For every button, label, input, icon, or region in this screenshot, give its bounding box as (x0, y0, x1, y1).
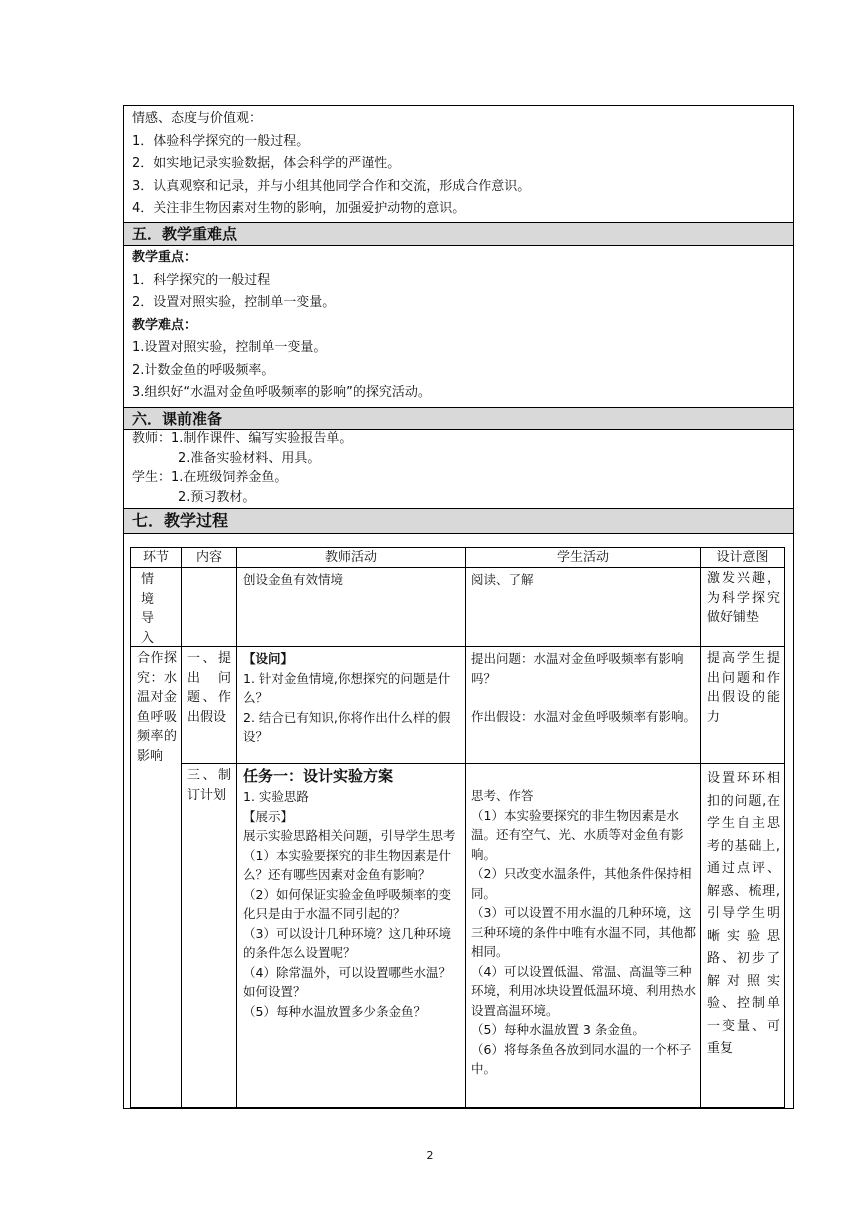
teacher-question-line: 1. 针对金鱼情境,你想探究的问题是什么？ (243, 670, 451, 705)
values-item: 2．如实地记录实验数据，体会科学的严谨性。 (132, 156, 401, 171)
student-plan-line: （5）每种水温放置 3 条金鱼。 (471, 1022, 645, 1037)
intent-intro: 激发兴趣，为科学探究做好铺垫 (707, 571, 780, 625)
teaching-process-table (130, 547, 785, 1108)
content-plan: 三、制订计划 (187, 768, 231, 803)
student-plan-line: （4）可以设置低温、常温、高温等三种环境，利用冰块设置低温环境、利用热水设置高温环境。 (471, 963, 697, 1018)
teacher-question-line: 2. 结合已有知识,你将作出什么样的假设？ (243, 709, 451, 744)
student-activity-question (471, 649, 696, 727)
preparation-section (124, 429, 793, 507)
header-student-activity: 学生活动 (556, 550, 609, 565)
teacher-activity-intro: 创设金鱼有效情境 (243, 572, 344, 587)
student-question-line: 提出问题：水温对金鱼呼吸频率有影响吗？ (471, 651, 684, 686)
task-one-title: 任务一：设计实验方案 (243, 767, 394, 785)
student-plan-line: （3）可以设置不用水温的几种环境，这三种环境的条件中唯有水温不同，其他都相同。 (471, 905, 697, 959)
student-plan-line: （1）本实验要探究的非生物因素是水温。还有空气、光、水质等对金鱼有影响。 (471, 807, 684, 862)
difficult-point-item: 2.计数金鱼的呼吸频率。 (132, 362, 275, 378)
teacher-activity-question (243, 649, 463, 747)
difficult-points-label: 教学难点： (132, 317, 198, 333)
student-hypothesis-line: 作出假设：水温对金鱼呼吸频率有影响。 (471, 709, 697, 724)
student-activity-intro: 阅读、了解 (471, 572, 534, 587)
teacher-plan-line: （4）除常温外，可以设置哪些水温？如何设置？ (243, 964, 451, 999)
key-points-label: 教学重点： (132, 250, 198, 265)
difficult-point-item: 3.组织好“水温对金鱼呼吸频率的影响”的探究活动。 (132, 385, 431, 400)
key-point-item: 2．设置对照实验，控制单一变量。 (132, 295, 336, 310)
student-plan-line: （2）只改变水温条件，其他条件保持相同。 (471, 866, 692, 901)
student-prep-line: 2.预习教材。 (178, 489, 256, 505)
values-item: 3．认真观察和记录，并与小组其他同学合作和交流，形成合作意识。 (132, 178, 531, 194)
teacher-plan-line: （2）如何保证实验金鱼呼吸频率的变化只是由于水温不同引起的？ (243, 886, 451, 921)
intent-plan: 设置环环相扣的问题,在学生自主思考的基础上,通过点评、解惑、梳理,引导学生明晰实验思路、初步了解对照实验、控制单一变量、可重复 (707, 771, 780, 1056)
section6-heading: 六．课前准备 (124, 408, 793, 430)
teacher-plan-line: （1）本实验要探究的非生物因素是什么？还有哪些因素对金鱼有影响？ (243, 847, 451, 882)
section7-heading: 七．教学过程 (124, 509, 793, 533)
values-item: 1．体验科学探究的一般过程。 (132, 133, 310, 149)
header-stage: 环节 (142, 550, 169, 565)
values-section (124, 108, 793, 221)
section5-heading: 五．教学重难点 (124, 223, 793, 245)
header-teacher-activity: 教师活动 (324, 550, 377, 565)
teacher-activity-plan (243, 766, 463, 1021)
teacher-plan-line: （5）每种水温放置多少条金鱼？ (243, 1003, 426, 1019)
teacher-prep-line: 2.准备实验材料、用具。 (178, 450, 321, 466)
content-question-hypothesis: 一、提出问题、作出假设 (187, 651, 231, 725)
teacher-plan-line: 【展示】 (243, 808, 294, 824)
page-number: 2 (426, 1149, 434, 1162)
student-activity-plan (471, 786, 696, 1079)
teacher-plan-line: （3）可以设计几种环境？这几种环境的条件怎么设置呢？ (243, 925, 451, 960)
lesson-plan-table (123, 105, 794, 1109)
values-item: 4．关注非生物因素对生物的影响，加强爱护动物的意识。 (132, 201, 466, 216)
question-tag: 【设问】 (243, 651, 294, 666)
difficult-point-item: 1.设置对照实验，控制单一变量。 (132, 340, 327, 355)
key-difficult-points (124, 247, 793, 405)
teacher-plan-line: 展示实验思路相关问题，引导学生思考 (243, 828, 456, 843)
key-point-item: 1．科学探究的一般过程 (132, 272, 271, 288)
stage-cooperative-inquiry: 合作探究：水温对金鱼呼吸频率的影响 (137, 651, 177, 764)
header-design-intent: 设计意图 (716, 550, 769, 565)
intent-question: 提高学生提出问题和作出假设的能力 (707, 651, 780, 725)
stage-intro: 情境导入 (141, 572, 155, 646)
student-plan-line: （6）将每条鱼各放到同水温的一个杯子中。 (471, 1041, 692, 1076)
student-prep-line: 学生：1.在班级饲养金鱼。 (132, 470, 288, 485)
teacher-prep-line: 教师：1.制作课件、编写实验报告单。 (132, 431, 353, 446)
teacher-plan-line: 1. 实验思路 (243, 789, 309, 804)
header-content: 内容 (195, 550, 222, 565)
values-title: 情感、态度与价值观： (132, 111, 263, 126)
student-plan-line: 思考、作答 (471, 788, 534, 803)
